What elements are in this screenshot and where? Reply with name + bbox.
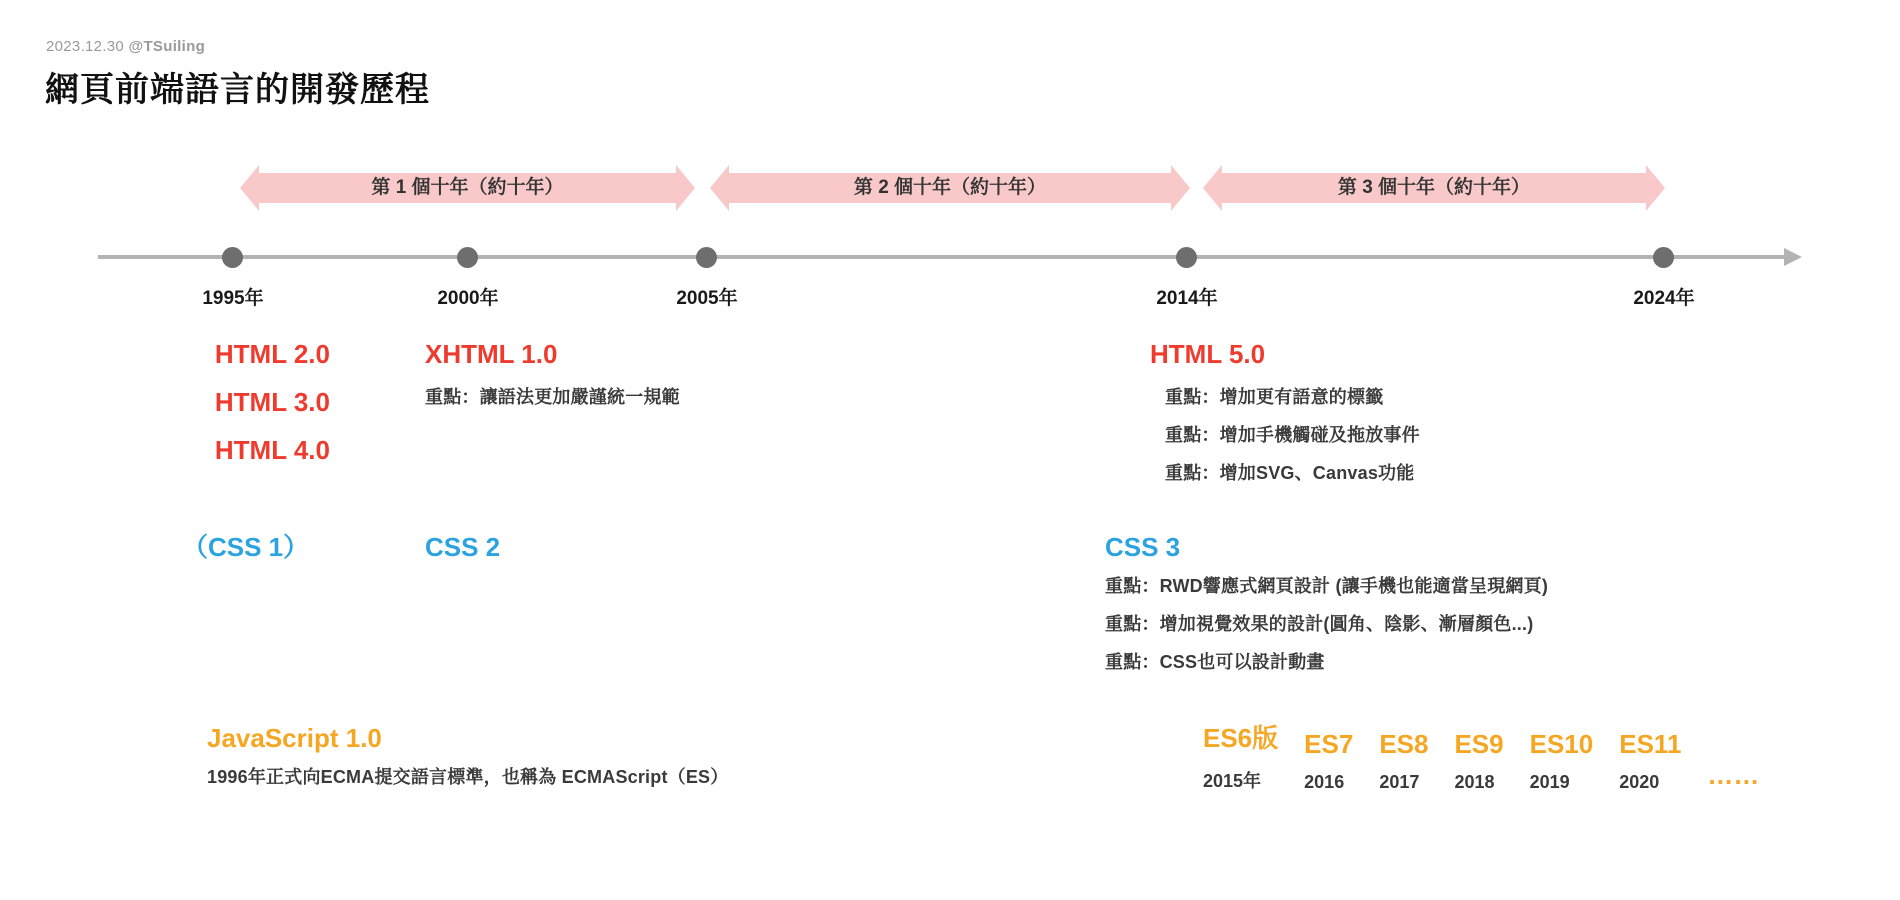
es-version-item [1379, 729, 1428, 793]
css-1995-group [182, 527, 309, 567]
timeline-label-2014: 2014年 [1156, 288, 1218, 309]
html-4-0-label: HTML 4.0 [214, 435, 330, 465]
html-1995-group [110, 330, 330, 474]
es-name: ES9 [1454, 729, 1504, 759]
css-3-label: CSS 3 [1105, 532, 1181, 562]
es-year: 2017 [1379, 772, 1420, 792]
es-version-item [1454, 729, 1503, 793]
html5-note-1: 重點：增加更有語意的標籤 [1165, 387, 1384, 407]
es-year: 2018 [1454, 772, 1495, 792]
css3-note-1: 重點：RWD響應式網頁設計 (讓手機也能適當呈現網頁) [1105, 576, 1549, 596]
timeline-node-2000 [457, 247, 478, 268]
date-text: 2023.12.30 [46, 38, 125, 55]
decade-arrow-1 [240, 165, 695, 211]
html-3-0-label: HTML 3.0 [214, 387, 330, 417]
timeline-label-2005: 2005年 [676, 288, 738, 309]
xhtml-note-1: 重點：讓語法更加嚴謹統一規範 [425, 387, 680, 407]
css3-note-3: 重點：CSS也可以設計動畫 [1105, 652, 1325, 672]
page-title: 網頁前端語言的開發歷程 [45, 71, 430, 109]
timeline-node-2024 [1653, 247, 1674, 268]
css-2014-group [1105, 527, 1548, 681]
css3-note-2: 重點：增加視覺效果的設計(圓角、陰影、漸層顏色...) [1105, 614, 1534, 634]
es-year: 2020 [1619, 772, 1660, 792]
timeline-label-1995: 1995年 [202, 288, 264, 309]
javascript-note-1: 1996年正式向ECMA提交語言標準，也稱為 ECMAScript（ES） [207, 767, 729, 787]
css-2000-group [425, 527, 500, 567]
es-version-item [1619, 729, 1681, 793]
timeline-node-2005 [696, 247, 717, 268]
timeline-label-2000: 2000年 [437, 288, 499, 309]
js-2000-group [207, 718, 728, 796]
javascript-1-0-label: JavaScript 1.0 [207, 723, 382, 753]
author-handle: @TSuiling [128, 38, 206, 55]
decade-label: 第 1 個十年（約十年） [371, 177, 564, 198]
es-year: 2016 [1304, 772, 1345, 792]
timeline-node-2014 [1176, 247, 1197, 268]
html-2-0-label: HTML 2.0 [214, 339, 330, 369]
html5-note-2: 重點：增加手機觸碰及拖放事件 [1165, 425, 1420, 445]
meta-line [46, 38, 205, 55]
html5-note-3: 重點：增加SVG、Canvas功能 [1165, 463, 1415, 483]
es-year: 2019 [1529, 772, 1570, 792]
css-1-label: （CSS 1） [182, 532, 310, 562]
es-versions-row [1203, 718, 1759, 793]
decade-arrow-2 [710, 165, 1190, 211]
es-more-label: …… [1707, 760, 1760, 790]
html-2014-group [1150, 330, 1420, 492]
es-name: ES6版 [1203, 723, 1279, 753]
html-5-0-label: HTML 5.0 [1150, 339, 1266, 369]
timeline-axis [98, 255, 1786, 259]
decade-arrow-3 [1203, 165, 1665, 211]
html-2000-group [425, 330, 680, 416]
es-version-item [1530, 729, 1594, 793]
decade-label: 第 2 個十年（約十年） [853, 177, 1047, 198]
es-version-item [1203, 718, 1278, 793]
timeline-node-1995 [222, 247, 243, 268]
css-2-label: CSS 2 [425, 532, 501, 562]
decade-label: 第 3 個十年（約十年） [1337, 177, 1531, 198]
es-version-item [1304, 729, 1353, 793]
es-name: ES7 [1304, 729, 1354, 759]
timeline-label-2024: 2024年 [1633, 288, 1695, 309]
xhtml-1-0-label: XHTML 1.0 [425, 339, 558, 369]
es-name: ES8 [1379, 729, 1429, 759]
timeline-arrow-icon [1784, 248, 1802, 266]
es-name: ES11 [1619, 729, 1682, 759]
es-year: 2015年 [1203, 771, 1262, 791]
es-name: ES10 [1529, 729, 1594, 759]
